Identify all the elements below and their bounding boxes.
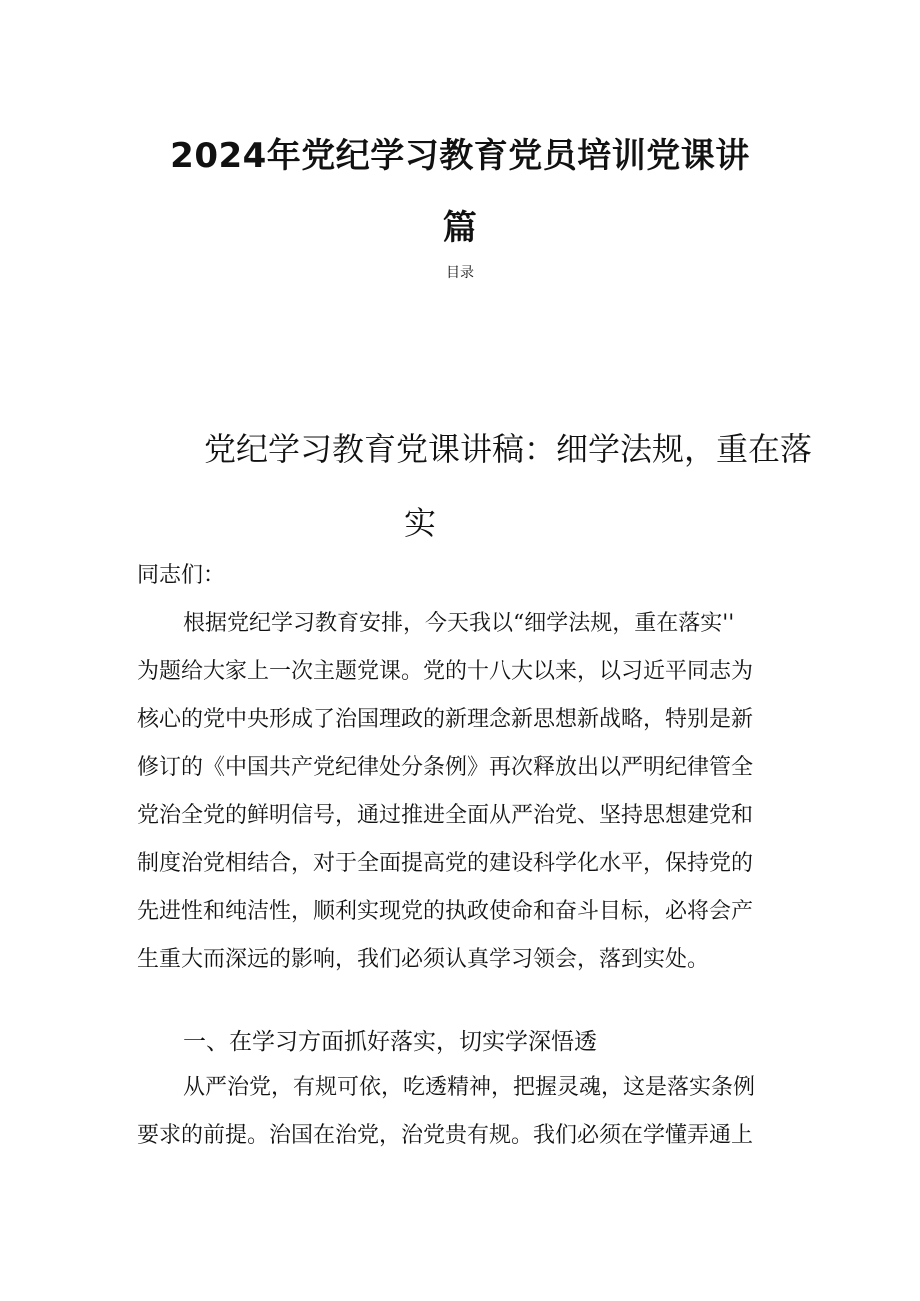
- paragraph-2-line: 从严治党，有规可依，吃透精神，把握灵魂，这是落实条例: [183, 1075, 756, 1100]
- document-title-line-1: 2024年党纪学习教育党员培训党课讲: [170, 136, 750, 176]
- paragraph-2-line: 要求的前提。治国在治党，治党贵有规。我们必须在学懂弄通上: [137, 1123, 754, 1148]
- paragraph-1-line: 先进性和纯洁性，顺利实现党的执政使命和奋斗目标，必将会产: [137, 899, 754, 924]
- paragraph-1-line: 修订的《中国共产党纪律处分条例》再次释放出以严明纪律管全: [137, 755, 754, 780]
- document-title-line-2: 篇: [442, 208, 478, 248]
- paragraph-1-line: 制度治党相结合，对于全面提高党的建设科学化水平，保持党的: [137, 851, 754, 876]
- paragraph-1-line: 生重大而深远的影响，我们必须认真学习领会，落到实处。: [137, 947, 710, 972]
- paragraph-1-line: 核心的党中央形成了治国理政的新理念新思想新战略，特别是新: [137, 707, 754, 732]
- paragraph-1-line: 根据党纪学习教育安排，今天我以“细学法规，重在落实'': [183, 611, 735, 636]
- salutation: 同志们：: [137, 563, 226, 588]
- article-title-line-2: 实: [404, 504, 437, 542]
- table-of-contents-label[interactable]: 目录: [446, 265, 474, 281]
- paragraph-1-line: 党治全党的鲜明信号，通过推进全面从严治党、坚持思想建党和: [137, 803, 754, 828]
- section-1-heading: 一、在学习方面抓好落实，切实学深悟透: [183, 1029, 597, 1055]
- paragraph-1-line: 为题给大家上一次主题党课。党的十八大以来，以习近平同志为: [137, 659, 754, 684]
- article-title-line-1: 党纪学习教育党课讲稿：细学法规，重在落: [204, 430, 813, 468]
